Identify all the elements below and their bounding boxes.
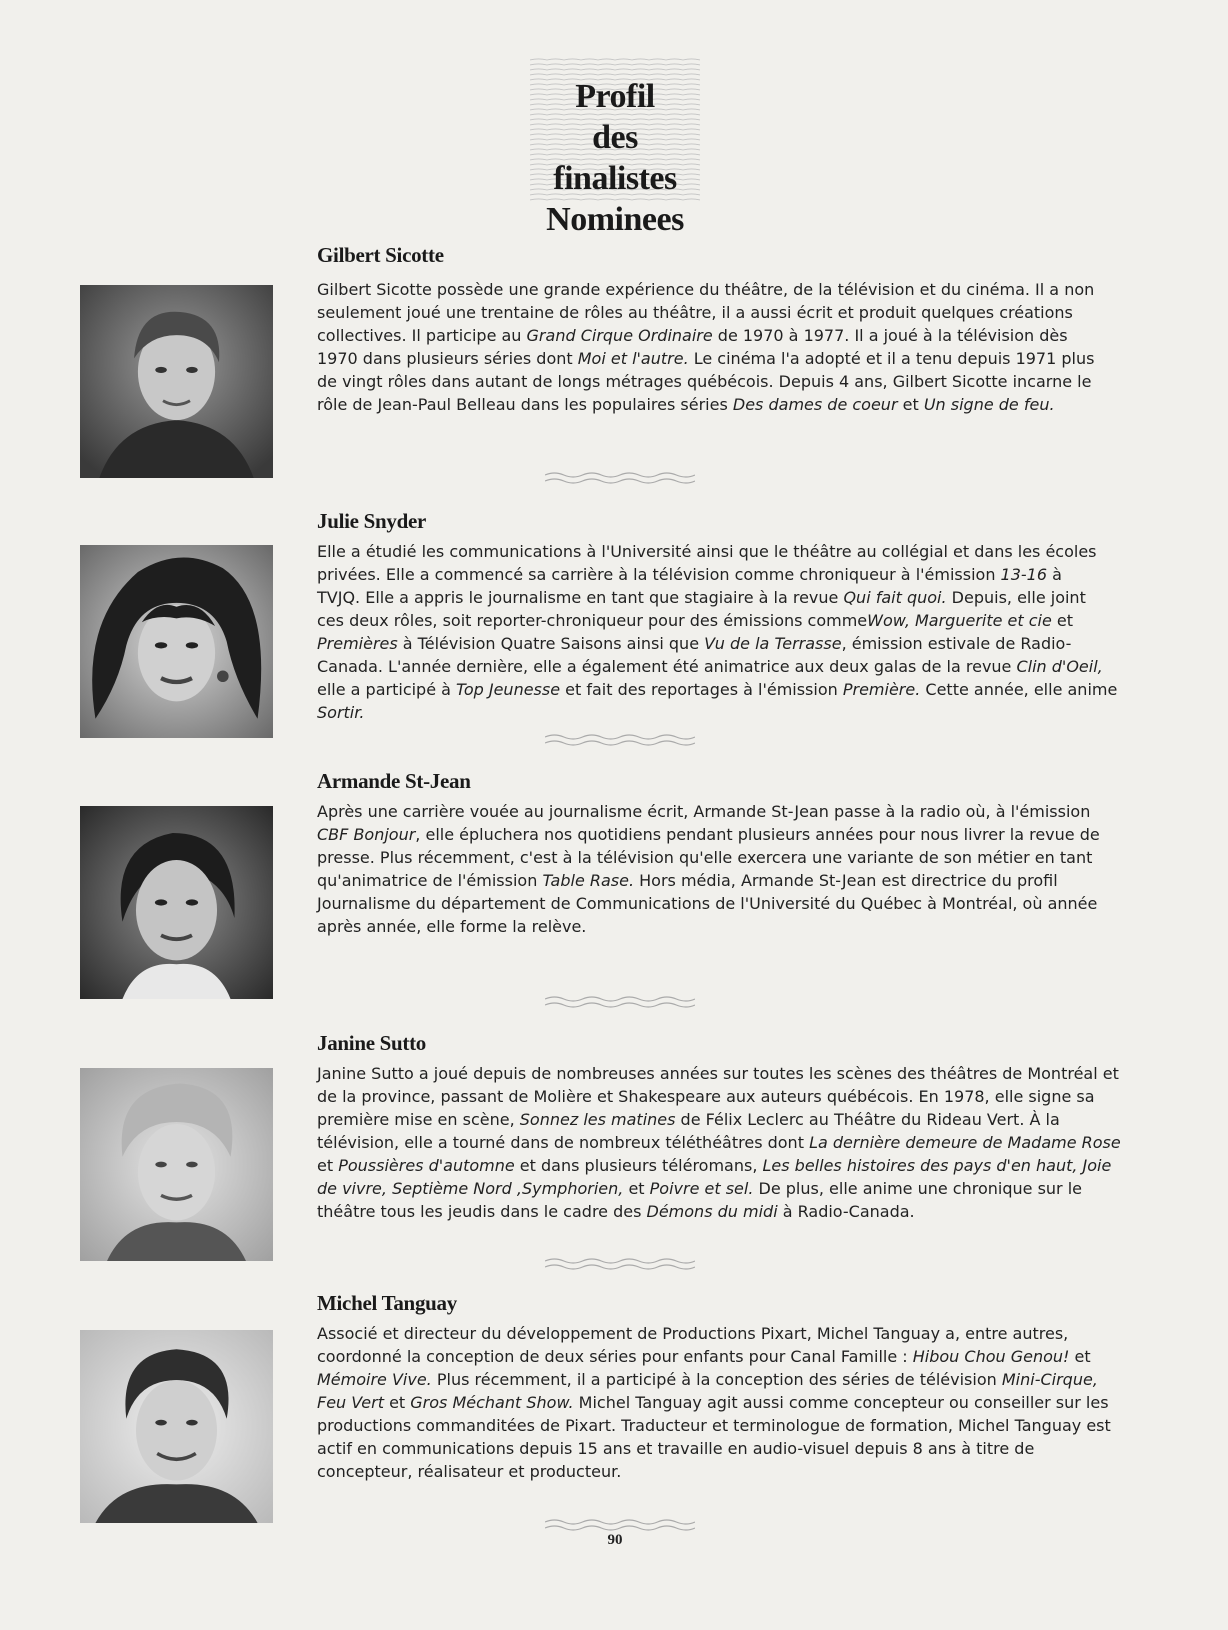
bio-line: [317, 869, 1127, 892]
bio-paragraph: [317, 800, 1127, 938]
wavy-divider-icon: [545, 1517, 695, 1533]
portrait-photo: [80, 1330, 273, 1523]
bio-paragraph: [317, 278, 1127, 416]
italic-title: Poivre et sel.: [649, 1179, 754, 1198]
italic-title: Démons du midi: [646, 1202, 778, 1221]
bio-text: Canada. L'année dernière, elle a également été animatrice aux deux galas de la revue: [317, 657, 1017, 676]
portrait-photo: [80, 806, 273, 999]
page-number: 90: [607, 1532, 623, 1548]
bio-line: [317, 540, 1127, 563]
portrait-woman-icon: [80, 545, 273, 738]
bio-line: [317, 915, 1127, 938]
italic-title: Sortir.: [317, 703, 365, 722]
bio-text: concepteur, réalisateur et producteur.: [317, 1462, 622, 1481]
bio-text: Depuis, elle joint: [946, 588, 1086, 607]
bio-text: après année, elle forme la relève.: [317, 917, 587, 936]
bio-text: actif en communications depuis 15 ans et travaille en audio-visuel depuis 8 ans à titre de: [317, 1439, 1035, 1458]
bio-text: et: [1069, 1347, 1091, 1366]
bio-text: Associé et directeur du développement de Productions Pixart, Michel Tanguay a, entre autres,: [317, 1324, 1069, 1343]
bio-text: , émission estivale de Radio-: [841, 634, 1072, 653]
title-line-1: Profil: [575, 78, 655, 115]
bio-text: Après une carrière vouée au journalisme écrit, Armande St-Jean passe à la radio où, à l'émission: [317, 802, 1091, 821]
title-block: [530, 56, 700, 238]
wavy-divider-icon: [545, 1256, 695, 1272]
bio-text: théâtre tous les jeudis dans le cadre des: [317, 1202, 647, 1221]
profile-bio: [317, 800, 1127, 938]
portrait-photo: [80, 1068, 273, 1261]
title-line-2: des finalistes: [553, 119, 677, 197]
wavy-divider-icon: [545, 470, 695, 486]
profile-name: Julie Snyder: [317, 509, 426, 533]
bio-line: [317, 892, 1127, 915]
bio-line: [317, 823, 1127, 846]
bio-text: Janine Sutto a joué depuis de nombreuses années sur toutes les scènes des théâtres de Montréal et: [317, 1064, 1119, 1083]
bio-line: [317, 1368, 1127, 1391]
bio-line: [317, 1177, 1127, 1200]
profile-bio: [317, 278, 1127, 416]
italic-title: Première.: [842, 680, 921, 699]
bio-text: et dans plusieurs téléromans,: [514, 1156, 763, 1175]
bio-line: [317, 586, 1127, 609]
bio-text: à: [1047, 565, 1062, 584]
profile-name: Gilbert Sicotte: [317, 243, 444, 267]
profile-name: Armande St-Jean: [317, 769, 471, 793]
profile-bio: [317, 1062, 1127, 1223]
portrait-photo: [80, 285, 273, 478]
bio-text: à Radio-Canada.: [777, 1202, 915, 1221]
italic-title: Qui fait quoi.: [843, 588, 947, 607]
italic-title: Un signe de feu.: [923, 395, 1055, 414]
bio-text: Gilbert Sicotte possède une grande expérience du théâtre, de la télévision et du cinéma. Il a non: [317, 280, 1095, 299]
bio-text: Michel Tanguay agit aussi comme concepteur ou conseiller sur les: [573, 1393, 1109, 1412]
portrait-man-icon: [80, 1330, 273, 1523]
italic-title: Table Rase.: [542, 871, 635, 890]
bio-line: [317, 1062, 1127, 1085]
portrait-woman-icon: [80, 1068, 273, 1261]
bio-line: [317, 563, 1127, 586]
bio-text: collectives. Il participe au: [317, 326, 527, 345]
profile-name: Janine Sutto: [317, 1031, 427, 1055]
bio-text: TVJQ. Elle a appris le journalisme en tant que stagiaire à la revue: [317, 588, 844, 607]
italic-title: Grand Cirque Ordinaire: [526, 326, 713, 345]
bio-line: [317, 393, 1127, 416]
bio-text: de Félix Leclerc au Théâtre du Rideau Vert. À la: [675, 1110, 1060, 1129]
bio-text: et: [1051, 611, 1074, 630]
bio-line: [317, 324, 1127, 347]
bio-line: [317, 655, 1127, 678]
bio-line: [317, 1322, 1127, 1345]
italic-title: Mémoire Vive.: [317, 1370, 432, 1389]
bio-text: et: [383, 1393, 411, 1412]
bio-line: [317, 1391, 1127, 1414]
bio-line: [317, 278, 1127, 301]
bio-line: [317, 800, 1127, 823]
bio-text: Hors média, Armande St-Jean est directrice du profil: [634, 871, 1058, 890]
bio-text: presse. Plus récemment, c'est à la télévision qu'elle exercera une variante de son métier en tant: [317, 848, 1093, 867]
bio-text: Cette année, elle anime: [920, 680, 1118, 699]
bio-paragraph: [317, 1322, 1127, 1483]
bio-paragraph: [317, 1062, 1127, 1223]
italic-title: Hibou Chou Genou!: [912, 1347, 1070, 1366]
bio-text: télévision, elle a tourné dans de nombreux téléthéâtres dont: [317, 1133, 810, 1152]
bio-line: [317, 347, 1127, 370]
bio-paragraph: [317, 540, 1127, 724]
bio-line: [317, 1200, 1127, 1223]
italic-title: Clin d'Oeil,: [1016, 657, 1103, 676]
bio-text: Plus récemment, il a participé à la conception des séries de télévision: [431, 1370, 1002, 1389]
bio-text: 1970 dans plusieurs séries dont: [317, 349, 578, 368]
italic-title: Feu Vert: [317, 1393, 384, 1412]
bio-line: [317, 1345, 1127, 1368]
title-line-3: Nominees: [546, 201, 684, 238]
bio-text: de 1970 à 1977. Il a joué à la télévision dès: [712, 326, 1068, 345]
bio-line: [317, 678, 1127, 701]
bio-line: [317, 1414, 1127, 1437]
portrait-man-icon: [80, 285, 273, 478]
profile-bio: [317, 540, 1127, 724]
bio-text: de la province, passant de Molière et Shakespeare aux auteurs québécois. En 1978, elle signe sa: [317, 1087, 1095, 1106]
bio-text: privées. Elle a commencé sa carrière à la télévision comme chroniqueur à l'émission: [317, 565, 1001, 584]
bio-line: [317, 370, 1127, 393]
italic-title: Wow, Marguerite et cie: [867, 611, 1052, 630]
bio-text: elle a participé à: [317, 680, 457, 699]
italic-title: Poussières d'automne: [338, 1156, 515, 1175]
bio-text: et: [623, 1179, 650, 1198]
bio-text: première mise en scène,: [317, 1110, 520, 1129]
bio-text: et fait des reportages à l'émission: [560, 680, 843, 699]
italic-title: Top Jeunesse: [456, 680, 561, 699]
bio-line: [317, 1131, 1127, 1154]
portrait-woman-icon: [80, 806, 273, 999]
bio-text: de vingt rôles dans autant de longs métrages québécois. Depuis 4 ans, Gilbert Sicotte incarne le: [317, 372, 1092, 391]
bio-text: Journalisme du département de Communications de l'Université du Québec à Montréal, où année: [317, 894, 1098, 913]
bio-text: et: [317, 1156, 339, 1175]
bio-line: [317, 1154, 1127, 1177]
italic-title: de vivre, Septième Nord ,Symphorien,: [317, 1179, 624, 1198]
bio-text: Le cinéma l'a adopté et il a tenu depuis 1971 plus: [688, 349, 1095, 368]
wavy-divider-icon: [545, 994, 695, 1010]
italic-title: Sonnez les matines: [519, 1110, 676, 1129]
bio-line: [317, 609, 1127, 632]
bio-text: à Télévision Quatre Saisons ainsi que: [397, 634, 705, 653]
bio-text: De plus, elle anime une chronique sur le: [753, 1179, 1082, 1198]
profile-name: Michel Tanguay: [317, 1291, 457, 1315]
italic-title: Gros Méchant Show.: [410, 1393, 574, 1412]
bio-line: [317, 632, 1127, 655]
bio-text: coordonné la conception de deux séries pour enfants pour Canal Famille :: [317, 1347, 913, 1366]
bio-text: , elle épluchera nos quotidiens pendant plusieurs années pour nous livrer la revue de: [415, 825, 1100, 844]
italic-title: 13-16: [1000, 565, 1048, 584]
bio-line: [317, 1085, 1127, 1108]
page-title: [530, 76, 700, 240]
italic-title: Les belles histoires des pays d'en haut, Joie: [762, 1156, 1112, 1175]
italic-title: Mini-Cirque,: [1001, 1370, 1098, 1389]
italic-title: Des dames de coeur: [732, 395, 898, 414]
portrait-photo: [80, 545, 273, 738]
bio-text: rôle de Jean-Paul Belleau dans les populaires séries: [317, 395, 733, 414]
bio-line: [317, 701, 1127, 724]
wavy-divider-icon: [545, 732, 695, 748]
bio-line: [317, 846, 1127, 869]
bio-text: Elle a étudié les communications à l'Université ainsi que le théâtre au collégial et dans les écoles: [317, 542, 1097, 561]
profile-bio: [317, 1322, 1127, 1483]
bio-text: seulement joué une trentaine de rôles au théâtre, il a aussi écrit et produit quelques créations: [317, 303, 1073, 322]
bio-text: productions commanditées de Pixart. Traducteur et terminologue de formation, Michel Tanguay est: [317, 1416, 1111, 1435]
bio-line: [317, 1437, 1127, 1460]
italic-title: La dernière demeure de Madame Rose: [809, 1133, 1121, 1152]
italic-title: Premières: [317, 634, 398, 653]
bio-text: et: [897, 395, 924, 414]
bio-text: ces deux rôles, soit reporter-chroniqueur pour des émissions comme: [317, 611, 868, 630]
italic-title: Moi et l'autre.: [577, 349, 689, 368]
bio-line: [317, 1108, 1127, 1131]
bio-line: [317, 301, 1127, 324]
italic-title: Vu de la Terrasse: [704, 634, 842, 653]
italic-title: CBF Bonjour: [317, 825, 416, 844]
bio-line: [317, 1460, 1127, 1483]
bio-text: qu'animatrice de l'émission: [317, 871, 543, 890]
